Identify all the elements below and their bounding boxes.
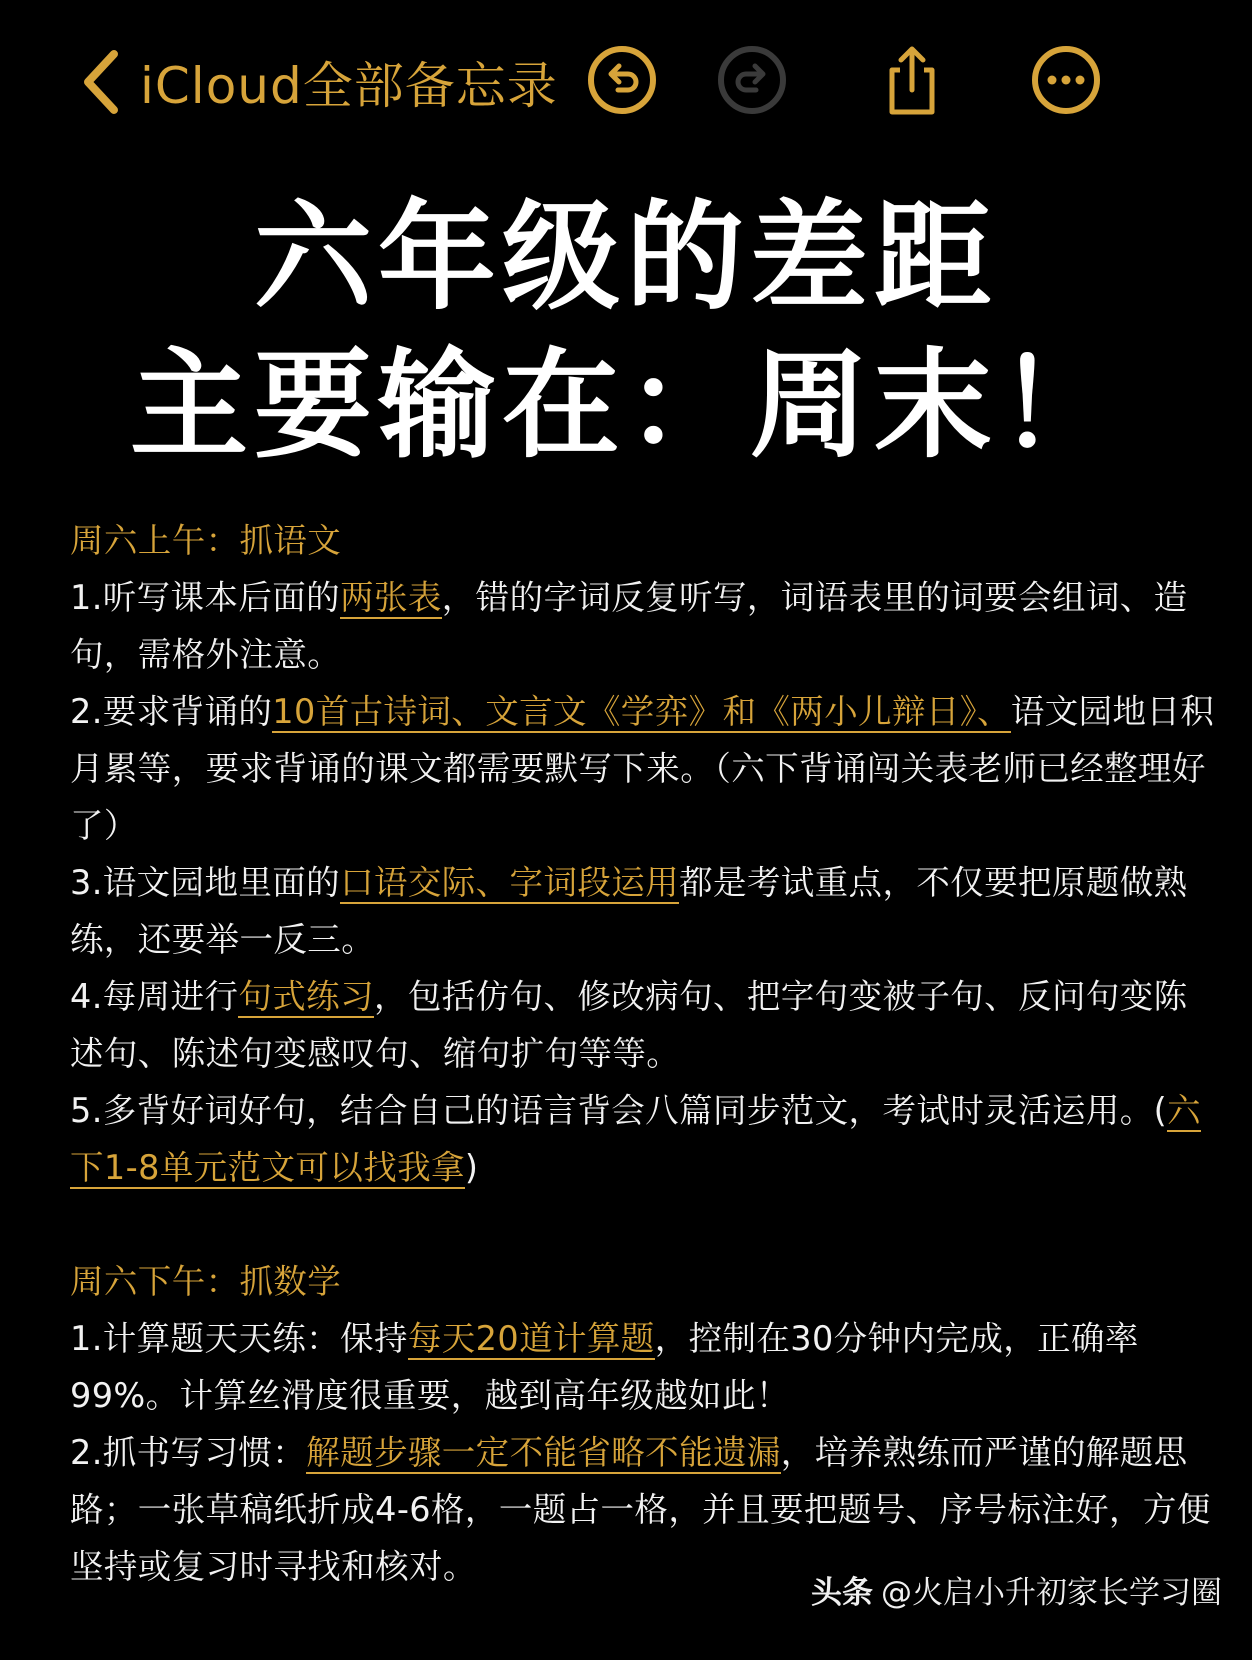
section-heading-chinese: 周六上午：抓语文 [70, 521, 342, 560]
highlight-text: 六下1-8单元范文可以找我拿 [70, 1091, 1202, 1187]
highlight-text: 每天20道计算题 [407, 1319, 655, 1358]
undo-icon[interactable] [586, 44, 658, 116]
chevron-left-icon [78, 48, 122, 116]
list-item: 2.要求背诵的10首古诗词、文言文《学弈》和《两小儿辩日》、语文园地日积月累等，要求背诵的课文都需要默写下来。（六下背诵闯关表老师已经整理好了） [70, 692, 1215, 845]
watermark [811, 1567, 1222, 1612]
redo-icon[interactable] [716, 44, 788, 116]
navigation-bar [0, 38, 1252, 122]
list-item: 1.听写课本后面的两张表，错的字词反复听写，词语表里的词要会组词、造句，需格外注意。 [70, 578, 1188, 674]
note-body [70, 512, 1220, 1595]
list-item: 2.抓书写习惯：解题步骤一定不能省略不能遗漏，培养熟练而严谨的解题思路；一张草稿纸折成4-6格，一题占一格，并且要把题号、序号标注好，方便坚持或复习时寻找和核对。 [70, 1433, 1211, 1586]
title-line-2: 主要输在：周末！ [129, 336, 1122, 474]
watermark-brand: 头条 [811, 1575, 873, 1611]
highlight-text: 10首古诗词、文言文《学弈》和《两小儿辩日》、 [272, 692, 1011, 731]
back-label: iCloud全部备忘录 [140, 57, 558, 115]
highlight-text: 两张表 [340, 578, 442, 617]
watermark-account: @火启小升初家长学习圈 [881, 1575, 1222, 1611]
list-item: 1.计算题天天练：保持每天20道计算题，控制在30分钟内完成，正确率99%。计算丝滑度很重要，越到高年级越如此！ [70, 1319, 1139, 1415]
highlight-text: 解题步骤一定不能省略不能遗漏 [306, 1433, 781, 1472]
highlight-text: 句式练习 [238, 977, 374, 1016]
list-item: 4.每周进行句式练习，包括仿句、修改病句、把字句变被子句、反问句变陈述句、陈述句变感叹句、缩句扩句等等。 [70, 977, 1188, 1073]
share-icon[interactable] [876, 44, 948, 116]
list-item: 5.多背好词好句，结合自己的语言背会八篇同步范文，考试时灵活运用。(六下1-8单元范文可以找我拿) [70, 1091, 1202, 1187]
title-line-1: 六年级的差距 [253, 188, 998, 326]
section-heading-math: 周六下午：抓数学 [70, 1262, 342, 1301]
back-button[interactable] [78, 46, 558, 118]
highlight-text: 口语交际、字词段运用 [340, 863, 680, 902]
more-icon[interactable] [1030, 44, 1102, 116]
list-item: 3.语文园地里面的口语交际、字词段运用都是考试重点，不仅要把原题做熟练，还要举一反三。 [70, 863, 1188, 959]
